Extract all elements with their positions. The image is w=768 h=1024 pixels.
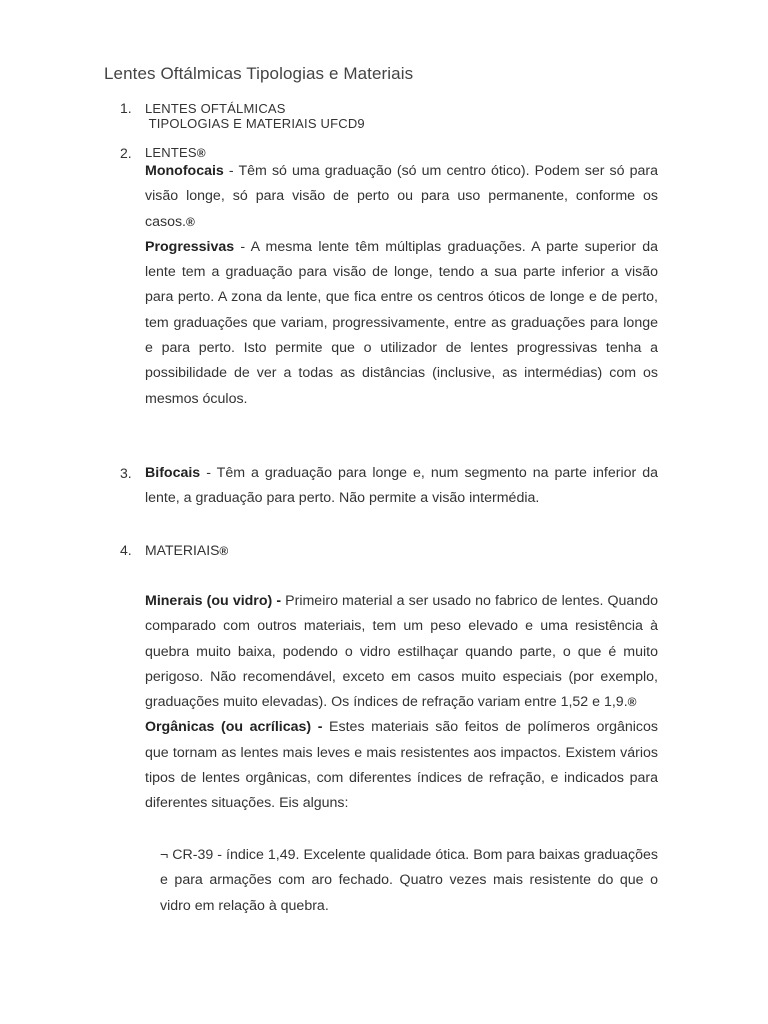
registered-mark: ® — [196, 146, 206, 160]
item-2-content — [145, 145, 658, 412]
item-1-line-2: TIPOLOGIAS E MATERIAIS UFCD9 — [145, 116, 365, 131]
progressivas-text: - A mesma lente têm múltiplas graduações. A parte superior da lente tem a graduação para visão de longe, tendo a sua parte inferior a visão para perto. A zona da lente, que fica entre os centros óticos de longe e de perto, tem graduações que variam, progressivamente, entre as graduações para longe e para perto. Isto permite que o utilizador de lentes progressivas tenha a possibilidade de ver a todas as distâncias (inclusive, as intermédias) com os mesmos óculos. — [145, 238, 658, 407]
item-3-content — [145, 461, 658, 512]
registered-mark: ® — [219, 544, 229, 558]
monofocais-term: Monofocais — [145, 163, 224, 179]
minerais-paragraph — [145, 589, 658, 715]
list-number: 2. — [120, 145, 132, 161]
bifocais-paragraph — [145, 461, 658, 512]
monofocais-text: - Têm só uma graduação (só um centro ótico). Podem ser só para visão longe, só para visão de perto ou para uso permanente, conforme os casos. — [145, 163, 658, 230]
item-4-content — [145, 589, 658, 817]
bifocais-term: Bifocais — [145, 465, 201, 481]
list-number: 4. — [120, 542, 132, 558]
cr39-paragraph — [160, 843, 658, 919]
minerais-text: Primeiro material a ser usado no fabrico de lentes. Quando comparado com outros materiais, tem um peso elevado e uma resistência à quebra muito baixa, podendo o vidro estilhaçar quando parte, o que é muito perigoso. Não recomendável, exceto em casos muito especiais (por exemplo, graduações muito elevadas). Os índices de refração variam entre 1,52 e 1,9. — [145, 593, 658, 711]
item-1-line-1: LENTES OFTÁLMICAS — [145, 101, 286, 116]
bifocais-text: - Têm a graduação para longe e, num segmento na parte inferior da lente, a graduação para perto. Não permite a visão intermédia. — [145, 465, 658, 507]
lentes-heading-text: LENTES — [145, 145, 197, 160]
progressivas-term: Progressivas — [145, 238, 235, 255]
list-number: 3. — [120, 465, 132, 481]
minerais-term: Minerais (ou vidro) - — [145, 593, 282, 609]
item-1-content — [145, 101, 658, 131]
item-4-heading — [145, 542, 658, 558]
organicas-text: Estes materiais são feitos de polímeros orgânicos que tornam as lentes mais leves e mais resistentes aos impactos. Existem vários tipos de lentes orgânicas, com diferentes índices de refração, e indicados para diferentes situações. Eis alguns: — [145, 719, 658, 812]
organicas-paragraph — [145, 715, 658, 816]
organicas-term: Orgânicas (ou acrílicas) - — [145, 719, 323, 736]
list-number: 1. — [120, 100, 132, 116]
document-title: Lentes Oftálmicas Tipologias e Materiais — [104, 64, 414, 83]
progressivas-paragraph — [145, 235, 658, 412]
materiais-heading-text: MATERIAIS — [145, 542, 220, 558]
bullet-symbol: ¬ — [160, 847, 169, 863]
cr39-bullet — [160, 843, 658, 919]
monofocais-paragraph — [145, 159, 658, 235]
registered-mark: ® — [627, 695, 637, 710]
registered-mark: ® — [186, 214, 195, 229]
cr39-text: CR-39 - índice 1,49. Excelente qualidade ótica. Bom para baixas graduações e para armações com aro fechado. Quatro vezes mais resistente do que o vidro em relação à quebra. — [160, 847, 658, 914]
